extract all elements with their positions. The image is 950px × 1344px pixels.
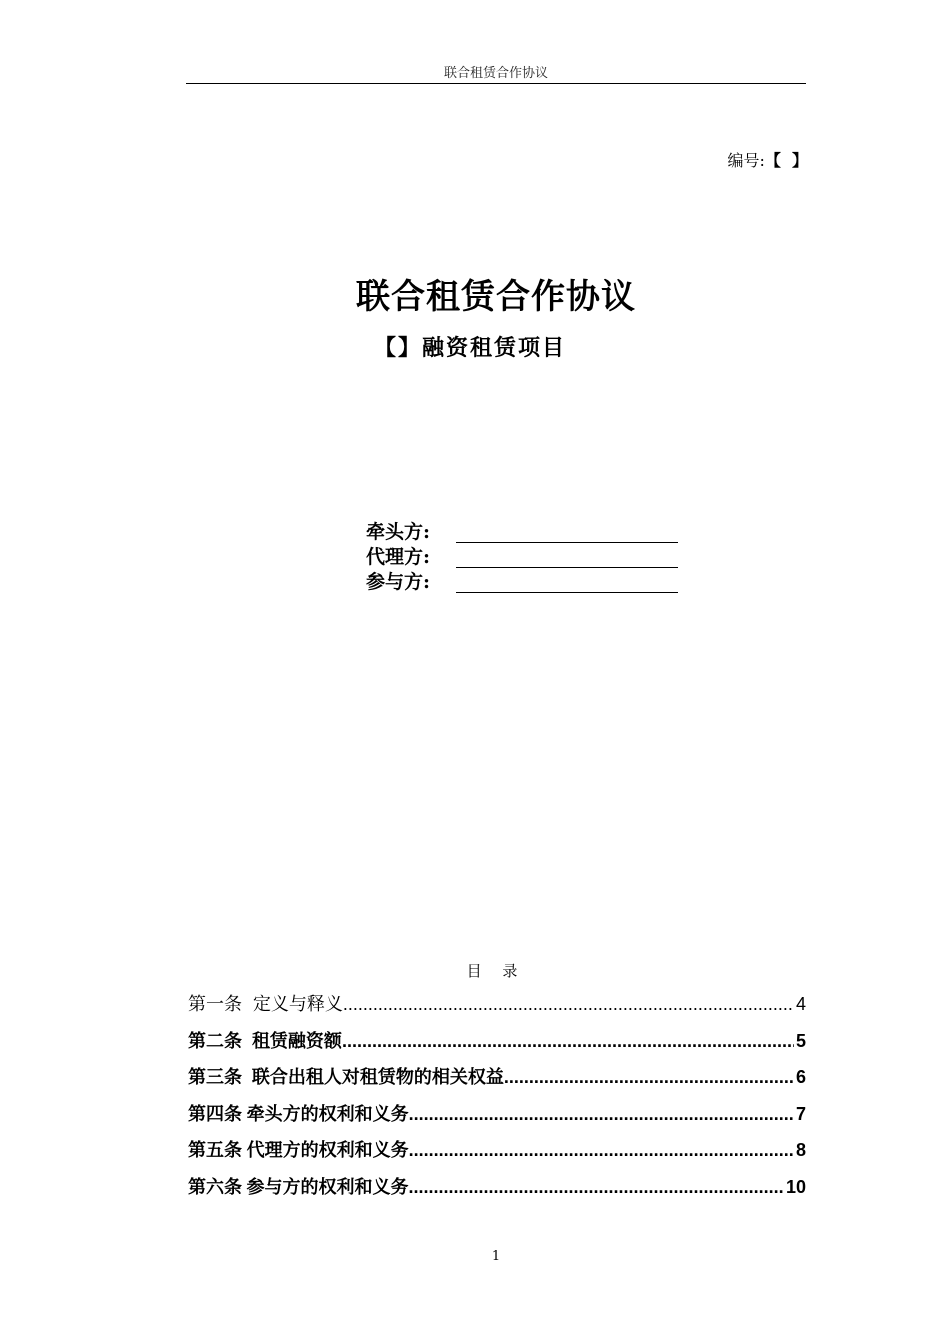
document-subtitle: 【】融资租赁项目	[373, 335, 566, 361]
toc-entry-page: 7	[795, 1103, 806, 1124]
toc-entry-page: 10	[785, 1176, 806, 1197]
toc-entry-label: 参与方的权利和义务	[246, 1176, 409, 1198]
document-number-value: 【 】	[764, 151, 808, 170]
page-number: 1	[491, 1249, 501, 1264]
party-blank-participant	[456, 592, 678, 593]
document-number-label: 编号:	[727, 151, 765, 170]
document-number	[727, 150, 808, 172]
header-rule	[186, 83, 806, 84]
toc-entry[interactable]	[188, 1173, 806, 1210]
running-header: 联合租赁合作协议	[443, 66, 548, 81]
toc-entry-page: 8	[795, 1140, 806, 1160]
toc-entry-number: 第三条	[188, 1067, 242, 1088]
toc-entry-page: 5	[795, 1030, 806, 1051]
document-title: 联合租赁合作协议	[356, 277, 636, 317]
party-label-lead: 牵头方:	[366, 521, 431, 543]
toc-entry-number: 第二条	[188, 1030, 242, 1052]
toc-leader-dots	[409, 1173, 784, 1201]
toc-entry-label: 租赁融资额	[251, 1030, 342, 1052]
toc-entry-number: 第一条	[188, 994, 242, 1015]
toc-entry[interactable]	[188, 1136, 806, 1173]
table-of-contents	[188, 990, 806, 1209]
toc-leader-dots	[409, 1100, 794, 1128]
toc-entry[interactable]	[188, 1027, 806, 1064]
toc-entry[interactable]	[188, 1100, 806, 1137]
party-blank-agent	[456, 567, 678, 568]
toc-leader-dots	[342, 1027, 794, 1055]
toc-entry-label: 代理方的权利和义务	[246, 1140, 409, 1161]
party-block	[366, 520, 678, 595]
toc-entry-number: 第五条	[188, 1140, 242, 1161]
toc-entry-number: 第六条	[188, 1176, 242, 1198]
party-row-agent	[366, 545, 678, 570]
toc-entry-number: 第四条	[188, 1103, 242, 1125]
toc-title: 目 录	[466, 962, 526, 980]
toc-entry-page: 6	[795, 1067, 806, 1087]
toc-entry[interactable]	[188, 990, 806, 1027]
toc-entry-page: 4	[795, 994, 806, 1014]
toc-entry-label: 定义与释义	[252, 994, 343, 1015]
toc-leader-dots	[504, 1063, 794, 1091]
party-label-agent: 代理方:	[366, 546, 431, 568]
party-row-lead	[366, 520, 678, 545]
party-label-participant: 参与方:	[366, 571, 431, 593]
toc-leader-dots	[343, 990, 794, 1018]
toc-entry[interactable]	[188, 1063, 806, 1100]
party-blank-lead	[456, 542, 678, 543]
toc-entry-label: 牵头方的权利和义务	[246, 1103, 409, 1125]
toc-leader-dots	[409, 1136, 794, 1164]
toc-entry-label: 联合出租人对租赁物的相关权益	[251, 1067, 504, 1088]
party-row-participant	[366, 570, 678, 595]
